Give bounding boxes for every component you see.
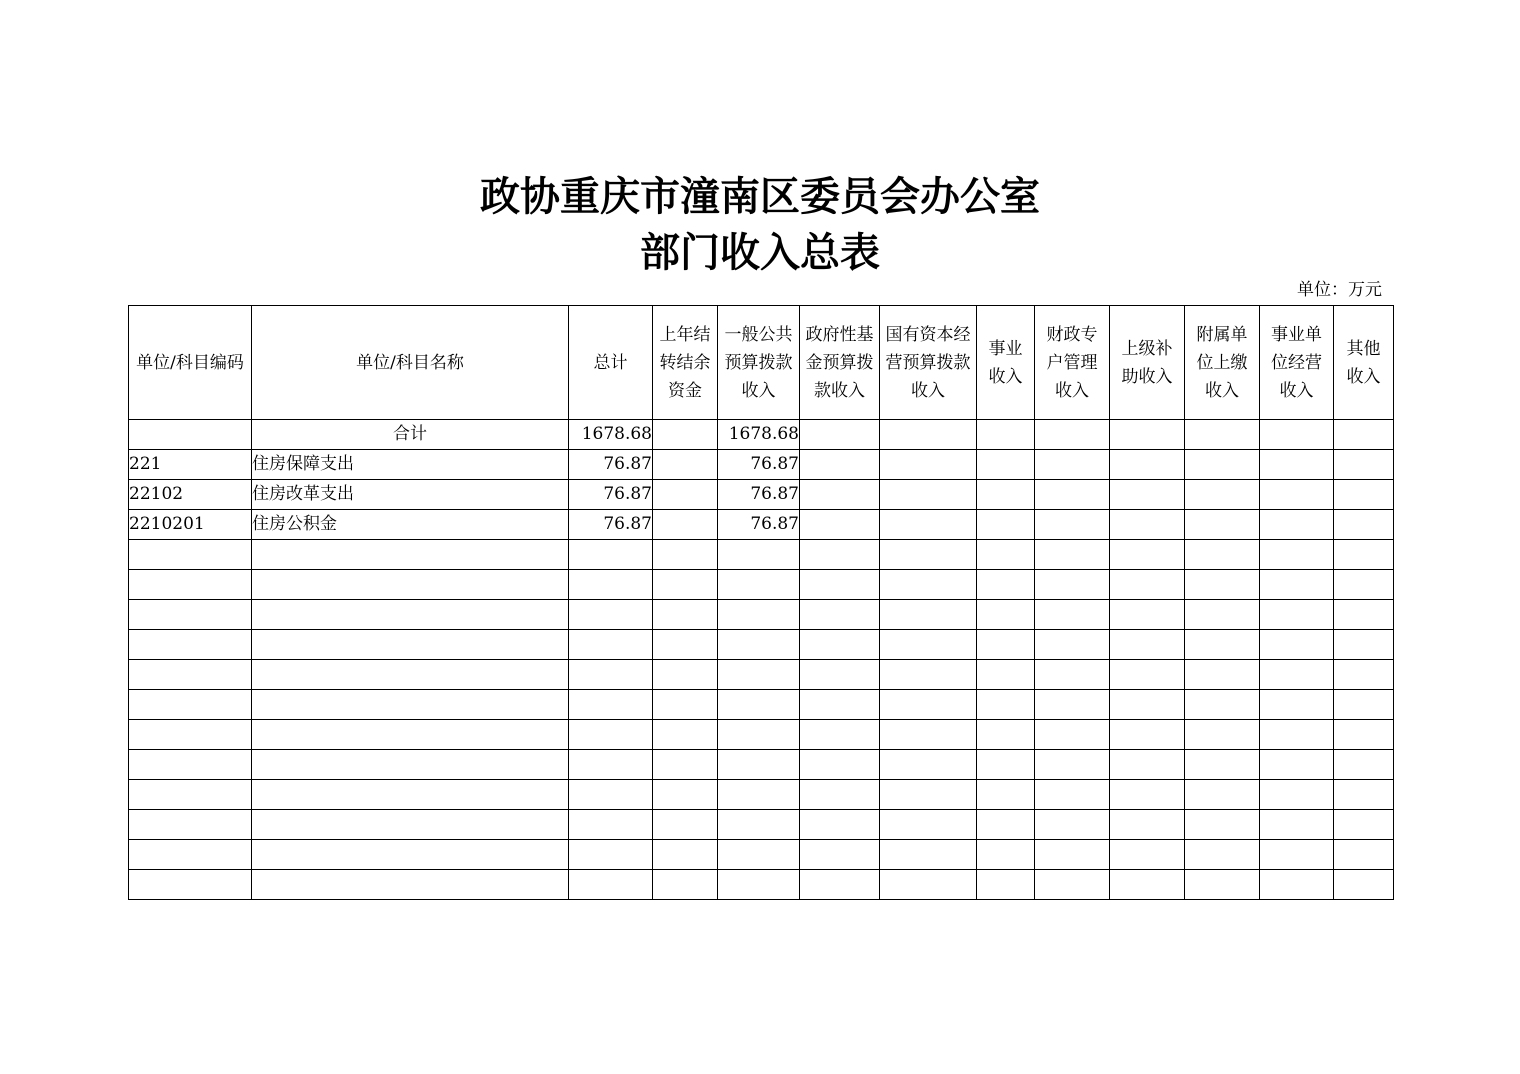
cell-empty bbox=[1110, 600, 1185, 630]
table-row-blank bbox=[129, 720, 1394, 750]
cell-empty bbox=[569, 780, 653, 810]
table-row bbox=[129, 510, 1394, 540]
cell-empty bbox=[1260, 630, 1334, 660]
cell-empty bbox=[1334, 480, 1394, 510]
cell-empty bbox=[1334, 870, 1394, 900]
cell-empty bbox=[800, 870, 880, 900]
cell-empty bbox=[1185, 690, 1260, 720]
cell-empty bbox=[880, 840, 977, 870]
cell-empty bbox=[718, 870, 800, 900]
cell-empty bbox=[718, 570, 800, 600]
cell-empty bbox=[653, 840, 718, 870]
cell-empty bbox=[977, 840, 1035, 870]
cell-empty bbox=[800, 480, 880, 510]
cell-empty bbox=[252, 570, 569, 600]
cell-empty bbox=[129, 870, 252, 900]
header-code: 单位/科目编码 bbox=[129, 306, 252, 420]
cell-empty bbox=[1035, 660, 1110, 690]
cell-code: 221 bbox=[129, 450, 252, 480]
cell-empty bbox=[977, 540, 1035, 570]
cell-empty bbox=[1260, 870, 1334, 900]
cell-total: 76.87 bbox=[569, 480, 653, 510]
cell-empty bbox=[1185, 480, 1260, 510]
table-row-blank bbox=[129, 690, 1394, 720]
cell-empty bbox=[800, 630, 880, 660]
cell-empty bbox=[129, 570, 252, 600]
cell-empty bbox=[880, 480, 977, 510]
cell-empty bbox=[1334, 420, 1394, 450]
cell-empty bbox=[880, 660, 977, 690]
cell-empty bbox=[800, 600, 880, 630]
cell-empty bbox=[1334, 570, 1394, 600]
cell-empty bbox=[977, 780, 1035, 810]
cell-empty bbox=[718, 840, 800, 870]
cell-empty bbox=[1110, 450, 1185, 480]
blank-rows bbox=[129, 540, 1394, 900]
cell-empty bbox=[1110, 480, 1185, 510]
cell-empty bbox=[653, 720, 718, 750]
table-row bbox=[129, 450, 1394, 480]
header-fund-budget: 政府性基金预算拨款收入 bbox=[800, 306, 880, 420]
cell-empty bbox=[1334, 510, 1394, 540]
cell-empty bbox=[718, 720, 800, 750]
header-state-capital: 国有资本经营预算拨款收入 bbox=[880, 306, 977, 420]
cell-empty bbox=[1185, 750, 1260, 780]
cell-empty bbox=[800, 570, 880, 600]
cell-empty bbox=[1035, 510, 1110, 540]
cell-empty bbox=[880, 870, 977, 900]
cell-carryover bbox=[653, 480, 718, 510]
header-affiliate-remit: 附属单位上缴收入 bbox=[1185, 306, 1260, 420]
cell-empty bbox=[1035, 780, 1110, 810]
cell-empty bbox=[1260, 480, 1334, 510]
cell-empty bbox=[977, 630, 1035, 660]
cell-empty bbox=[1334, 720, 1394, 750]
cell-empty bbox=[1185, 840, 1260, 870]
cell-empty bbox=[1035, 450, 1110, 480]
cell-empty bbox=[653, 780, 718, 810]
unit-label: 单位：万元 bbox=[1297, 280, 1382, 300]
cell-empty bbox=[800, 510, 880, 540]
cell-carryover bbox=[653, 450, 718, 480]
cell-empty bbox=[653, 570, 718, 600]
cell-empty bbox=[1334, 660, 1394, 690]
header-other-income: 其他收入 bbox=[1334, 306, 1394, 420]
cell-empty bbox=[800, 780, 880, 810]
table-row-blank bbox=[129, 540, 1394, 570]
cell-empty bbox=[880, 510, 977, 540]
cell-empty bbox=[653, 600, 718, 630]
cell-empty bbox=[977, 570, 1035, 600]
cell-empty bbox=[569, 570, 653, 600]
cell-empty bbox=[880, 570, 977, 600]
cell-empty bbox=[1185, 720, 1260, 750]
cell-empty bbox=[1110, 540, 1185, 570]
table-row-blank bbox=[129, 780, 1394, 810]
cell-empty bbox=[1185, 570, 1260, 600]
cell-empty bbox=[129, 630, 252, 660]
cell-empty bbox=[800, 810, 880, 840]
cell-empty bbox=[252, 870, 569, 900]
cell-empty bbox=[1260, 780, 1334, 810]
cell-empty bbox=[1110, 810, 1185, 840]
cell-name: 合计 bbox=[252, 420, 569, 450]
cell-empty bbox=[880, 780, 977, 810]
cell-empty bbox=[653, 750, 718, 780]
cell-empty bbox=[880, 540, 977, 570]
cell-empty bbox=[569, 840, 653, 870]
cell-empty bbox=[569, 750, 653, 780]
cell-empty bbox=[800, 690, 880, 720]
cell-empty bbox=[569, 810, 653, 840]
cell-empty bbox=[1260, 810, 1334, 840]
cell-empty bbox=[129, 840, 252, 870]
cell-empty bbox=[1110, 750, 1185, 780]
cell-empty bbox=[1035, 540, 1110, 570]
table-row-blank bbox=[129, 660, 1394, 690]
cell-empty bbox=[977, 600, 1035, 630]
table-row-blank bbox=[129, 570, 1394, 600]
cell-empty bbox=[252, 630, 569, 660]
cell-general-budget: 76.87 bbox=[718, 450, 800, 480]
cell-name: 住房保障支出 bbox=[252, 450, 569, 480]
cell-empty bbox=[1260, 420, 1334, 450]
cell-empty bbox=[1260, 510, 1334, 540]
cell-empty bbox=[252, 780, 569, 810]
cell-empty bbox=[1035, 600, 1110, 630]
cell-empty bbox=[880, 420, 977, 450]
cell-empty bbox=[1334, 780, 1394, 810]
cell-empty bbox=[569, 600, 653, 630]
header-general-budget: 一般公共预算拨款收入 bbox=[718, 306, 800, 420]
cell-empty bbox=[880, 690, 977, 720]
cell-total: 76.87 bbox=[569, 450, 653, 480]
cell-empty bbox=[252, 660, 569, 690]
cell-empty bbox=[718, 810, 800, 840]
cell-empty bbox=[1334, 810, 1394, 840]
cell-empty bbox=[718, 660, 800, 690]
cell-empty bbox=[569, 660, 653, 690]
cell-empty bbox=[977, 870, 1035, 900]
cell-empty bbox=[569, 870, 653, 900]
cell-empty bbox=[129, 720, 252, 750]
table-row-blank bbox=[129, 750, 1394, 780]
table-row-blank bbox=[129, 810, 1394, 840]
cell-empty bbox=[569, 630, 653, 660]
table-row-total bbox=[129, 420, 1394, 450]
cell-empty bbox=[1185, 660, 1260, 690]
cell-empty bbox=[1185, 630, 1260, 660]
table-row-blank bbox=[129, 840, 1394, 870]
cell-empty bbox=[569, 540, 653, 570]
cell-empty bbox=[977, 810, 1035, 840]
cell-empty bbox=[977, 750, 1035, 780]
cell-empty bbox=[653, 660, 718, 690]
cell-empty bbox=[252, 750, 569, 780]
cell-empty bbox=[977, 510, 1035, 540]
cell-empty bbox=[1185, 780, 1260, 810]
cell-empty bbox=[1110, 510, 1185, 540]
header-total: 总计 bbox=[569, 306, 653, 420]
cell-empty bbox=[1334, 600, 1394, 630]
cell-empty bbox=[1110, 840, 1185, 870]
cell-empty bbox=[1334, 540, 1394, 570]
cell-empty bbox=[1185, 810, 1260, 840]
cell-general-budget: 76.87 bbox=[718, 480, 800, 510]
table-row-blank bbox=[129, 870, 1394, 900]
table-row-blank bbox=[129, 600, 1394, 630]
cell-empty bbox=[1035, 480, 1110, 510]
cell-empty bbox=[880, 600, 977, 630]
cell-empty bbox=[129, 780, 252, 810]
table-row bbox=[129, 480, 1394, 510]
cell-empty bbox=[1260, 600, 1334, 630]
cell-empty bbox=[129, 810, 252, 840]
cell-empty bbox=[880, 750, 977, 780]
cell-empty bbox=[1035, 630, 1110, 660]
cell-empty bbox=[1334, 840, 1394, 870]
cell-empty bbox=[1110, 780, 1185, 810]
cell-empty bbox=[252, 810, 569, 840]
cell-empty bbox=[1185, 510, 1260, 540]
cell-empty bbox=[129, 690, 252, 720]
header-name: 单位/科目名称 bbox=[252, 306, 569, 420]
cell-empty bbox=[1334, 450, 1394, 480]
cell-empty bbox=[1185, 420, 1260, 450]
header-superior-subsidy: 上级补助收入 bbox=[1110, 306, 1185, 420]
cell-empty bbox=[880, 720, 977, 750]
cell-empty bbox=[977, 420, 1035, 450]
cell-empty bbox=[977, 450, 1035, 480]
cell-empty bbox=[129, 540, 252, 570]
cell-empty bbox=[1260, 720, 1334, 750]
cell-empty bbox=[800, 840, 880, 870]
cell-empty bbox=[977, 720, 1035, 750]
cell-empty bbox=[880, 450, 977, 480]
cell-empty bbox=[718, 780, 800, 810]
cell-empty bbox=[880, 630, 977, 660]
cell-empty bbox=[653, 690, 718, 720]
cell-empty bbox=[1110, 570, 1185, 600]
cell-empty bbox=[129, 660, 252, 690]
cell-empty bbox=[1185, 540, 1260, 570]
cell-empty bbox=[1035, 570, 1110, 600]
cell-empty bbox=[800, 420, 880, 450]
table-header-row bbox=[129, 306, 1394, 420]
cell-empty bbox=[718, 690, 800, 720]
cell-empty bbox=[1185, 600, 1260, 630]
cell-empty bbox=[718, 750, 800, 780]
cell-empty bbox=[569, 690, 653, 720]
cell-empty bbox=[1260, 660, 1334, 690]
cell-empty bbox=[653, 540, 718, 570]
cell-empty bbox=[800, 450, 880, 480]
cell-empty bbox=[653, 810, 718, 840]
cell-empty bbox=[129, 600, 252, 630]
cell-empty bbox=[252, 690, 569, 720]
cell-empty bbox=[1035, 720, 1110, 750]
cell-empty bbox=[252, 720, 569, 750]
cell-empty bbox=[1260, 540, 1334, 570]
cell-name: 住房公积金 bbox=[252, 510, 569, 540]
cell-empty bbox=[1110, 420, 1185, 450]
cell-general-budget: 1678.68 bbox=[718, 420, 800, 450]
cell-empty bbox=[880, 810, 977, 840]
header-business-income: 事业收入 bbox=[977, 306, 1035, 420]
cell-empty bbox=[977, 480, 1035, 510]
header-operating-income: 事业单位经营收入 bbox=[1260, 306, 1334, 420]
cell-empty bbox=[800, 660, 880, 690]
cell-empty bbox=[718, 600, 800, 630]
cell-carryover bbox=[653, 510, 718, 540]
cell-empty bbox=[977, 690, 1035, 720]
cell-empty bbox=[252, 600, 569, 630]
income-summary-table bbox=[128, 305, 1394, 900]
cell-empty bbox=[1110, 630, 1185, 660]
document-title-line1: 政协重庆市潼南区委员会办公室 bbox=[480, 173, 1040, 220]
cell-empty bbox=[800, 750, 880, 780]
cell-empty bbox=[129, 750, 252, 780]
cell-total: 76.87 bbox=[569, 510, 653, 540]
cell-empty bbox=[1334, 750, 1394, 780]
cell-empty bbox=[1260, 690, 1334, 720]
header-carryover: 上年结转结余资金 bbox=[653, 306, 718, 420]
cell-empty bbox=[1185, 870, 1260, 900]
cell-empty bbox=[800, 540, 880, 570]
cell-empty bbox=[252, 540, 569, 570]
document-title-line2: 部门收入总表 bbox=[640, 229, 880, 276]
cell-empty bbox=[1334, 630, 1394, 660]
cell-empty bbox=[800, 720, 880, 750]
cell-empty bbox=[1110, 690, 1185, 720]
cell-empty bbox=[1110, 660, 1185, 690]
cell-empty bbox=[569, 720, 653, 750]
cell-code bbox=[129, 420, 252, 450]
cell-empty bbox=[653, 870, 718, 900]
cell-empty bbox=[1110, 720, 1185, 750]
cell-total: 1678.68 bbox=[569, 420, 653, 450]
cell-empty bbox=[653, 630, 718, 660]
cell-empty bbox=[1185, 450, 1260, 480]
cell-carryover bbox=[653, 420, 718, 450]
cell-empty bbox=[718, 630, 800, 660]
cell-empty bbox=[1110, 870, 1185, 900]
cell-name: 住房改革支出 bbox=[252, 480, 569, 510]
cell-empty bbox=[1035, 870, 1110, 900]
cell-empty bbox=[718, 540, 800, 570]
cell-code: 2210201 bbox=[129, 510, 252, 540]
cell-empty bbox=[1035, 810, 1110, 840]
cell-empty bbox=[1260, 750, 1334, 780]
cell-empty bbox=[1035, 750, 1110, 780]
header-special-account: 财政专户管理收入 bbox=[1035, 306, 1110, 420]
cell-empty bbox=[1334, 690, 1394, 720]
cell-empty bbox=[1260, 450, 1334, 480]
cell-code: 22102 bbox=[129, 480, 252, 510]
cell-empty bbox=[1035, 840, 1110, 870]
cell-empty bbox=[1035, 420, 1110, 450]
cell-empty bbox=[977, 660, 1035, 690]
cell-empty bbox=[1035, 690, 1110, 720]
cell-empty bbox=[1260, 570, 1334, 600]
cell-empty bbox=[1260, 840, 1334, 870]
cell-empty bbox=[252, 840, 569, 870]
cell-general-budget: 76.87 bbox=[718, 510, 800, 540]
table-row-blank bbox=[129, 630, 1394, 660]
